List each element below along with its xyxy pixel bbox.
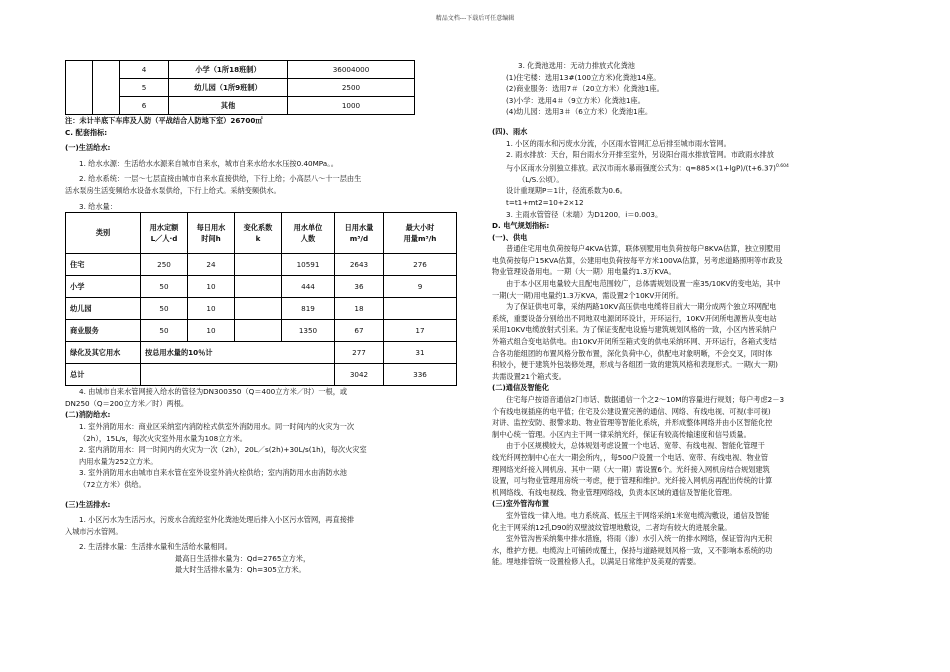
paragraph: 2. 室内消防用水：同一时间内的火灾为一次（2h），20L／s(2h)+30L/s(1h)，每次火灾室 <box>79 445 367 455</box>
fire-water-title: (二)消防给水: <box>65 410 111 420</box>
table-cell: 18 <box>335 298 384 320</box>
right-column <box>492 60 887 568</box>
paragraph: DN250（Q＝200立方米／时）两根。 <box>65 398 189 408</box>
column-header: 变化系数 k <box>235 213 282 254</box>
table-cell: 36 <box>335 276 384 298</box>
paragraph: 入城市污水管网。 <box>65 526 123 536</box>
rain-title: (四)、雨水 <box>492 126 528 136</box>
paragraph: 由于小区规模较大，总体规划考虑设置一个电话、宽带、有线电视、智能化管理干 <box>506 441 765 451</box>
table-cell: 幼儿园 <box>66 298 141 320</box>
paragraph: 外箱式组合变电站供电。由10KV开闭所至箱式变的供电采纳环网、开环运行，各箱式变结 <box>492 337 777 347</box>
paragraph: 设计重现期P＝1计，径流系数为0.6。 <box>506 186 627 196</box>
paragraph: （L/S.公顷）。 <box>518 174 564 184</box>
table-cell: 其他 <box>169 97 288 115</box>
paragraph: 能。埋地排管统一设置检修人孔，以满足日常维护及美观的需要。 <box>492 557 701 567</box>
table-cell: 276 <box>384 254 457 276</box>
table-cell: 6 <box>120 97 169 115</box>
paragraph: 一期(大一期)用电量约1.3万KVA，需设置2个10KV开闭所。 <box>492 290 684 300</box>
power-title: (一)、供电 <box>492 232 528 242</box>
table-cell: 10 <box>188 320 235 342</box>
table-cell: 1350 <box>282 320 335 342</box>
paragraph: 最高日生活排水量为：Qd=2765立方米， <box>175 553 311 563</box>
table-cell: 277 <box>335 342 384 364</box>
table-cell <box>235 320 282 342</box>
paragraph: 物业管理设备用电。一期（大一期）用电量约1.3万KVA。 <box>492 267 676 277</box>
column-header: 用水定额 L／人·d <box>141 213 188 254</box>
table-cell: 小学 <box>66 276 141 298</box>
list-item: (3)小学：选用4＃（9立方米）化粪池1座。 <box>506 95 645 105</box>
table-cell: 50 <box>141 298 188 320</box>
table-cell: 10 <box>188 276 235 298</box>
pipe-trench-title: (三)室外管沟布置 <box>492 499 549 509</box>
paragraph: 线光纤网控制中心在大一期会所内，，每500户设置一个电话、宽带、有线电视、物业管 <box>492 452 769 462</box>
table-cell: 17 <box>384 320 457 342</box>
table-row <box>66 298 457 320</box>
paragraph: 1. 小区污水为生活污水，污废水合流经室外化粪池处理后排入小区污水管网，再直接排 <box>79 515 355 525</box>
paragraph: 3. 主雨水管管径（末端）为D1200．i＝0.003。 <box>506 209 663 219</box>
paragraph: 2. 生活排水量：生活排水量和生活给水量相同。 <box>79 542 232 552</box>
electrical-title: D. 电气规划指标: <box>492 221 550 231</box>
column-header: 日用水量 m³/d <box>335 213 384 254</box>
paragraph: 2. 雨水排放：天台，阳台雨水分开排至室外，另设阳台雨水排放管网。市政雨水排放 <box>506 150 774 160</box>
paragraph: 3. 给水量： <box>79 201 117 211</box>
column-header: 用水单位 人数 <box>282 213 335 254</box>
paragraph: 1. 室外消防用水：商业区采纳室内消防栓式供室外消防用水。同一时间内的火灾为一次 <box>79 421 355 431</box>
table-cell <box>235 276 282 298</box>
table-cell: 24 <box>188 254 235 276</box>
table-cell: 2643 <box>335 254 384 276</box>
paragraph: t=t1+mt2=10+2×12 <box>506 197 584 207</box>
section-title-c: C. 配套指标: <box>65 127 108 137</box>
paragraph: 对讲、监控安防、报警求助、物业管理等智能化系统，并形成整体网络并由小区智能化控 <box>492 418 773 428</box>
table-cell: 总计 <box>66 364 141 386</box>
column-header: 类别 <box>66 213 141 254</box>
table-cell: 50 <box>141 276 188 298</box>
paragraph: 内用水量为252立方米。 <box>79 456 158 466</box>
table-row <box>66 364 457 386</box>
table-cell: 小学（1所18班制） <box>169 61 288 79</box>
table-cell: 336 <box>384 364 457 386</box>
table-cell: 2500 <box>288 79 415 97</box>
paragraph: 普通住宅用电负荷按每户4KVA估算，联体别墅用电负荷按每户8KVA估算，独立别墅用 <box>506 244 781 254</box>
table-cell: 商业服务 <box>66 320 141 342</box>
column-header: 最大小时 用量m³/h <box>384 213 457 254</box>
paragraph: 室外管沟皆采纳集中排水措施，将雨（渗）水引入统一的排水网络，保证管沟内无积 <box>506 534 772 544</box>
septic-title: 3. 化粪池选用：无动力排放式化粪池 <box>518 61 635 70</box>
table-cell: 住宅 <box>66 254 141 276</box>
table-cell: 250 <box>141 254 188 276</box>
paragraph: 最大时生活排水量为：Qh=305立方米。 <box>175 565 306 575</box>
paragraph: 采用10KV电缆放射式引来。为了保证变配电设施与建筑规划风格的一致，小区内皆采纳户 <box>492 325 777 335</box>
paragraph: 1. 小区的雨水和污废水分流，小区雨水管网汇总后排至城市雨水管网。 <box>506 138 731 148</box>
paragraph: （2h），15L/s，每次火灾室外用水量为108立方米。 <box>79 433 247 443</box>
paragraph: 活水泵房生活变频给水设备水泵供给，下行上给式。采纳变频供水。 <box>65 185 281 195</box>
paragraph: 合各功能组团的布置风格分散布置，深化负荷中心，供配电对象明晰，不会交叉，同时体 <box>492 348 773 358</box>
table-cell: 67 <box>335 320 384 342</box>
paragraph: 理网络光纤接入网机房、其中一期（大一期）需设置6个。光纤接入网机房结合规划建筑 <box>492 464 770 474</box>
table-cell: 1000 <box>288 97 415 115</box>
paragraph: 系统，重要设备分别给出不同地双电源闭环设计，开环运行，10KV开闭所电源皆从变电站 <box>492 313 777 323</box>
paragraph: 为了保证供电可靠，采纳两路10KV高压供电电缆将目前大一期分成两个独立环网配电 <box>506 302 777 312</box>
paragraph: 与小区雨水分别独立排放。武汉市雨水暴雨强度公式为：$q=885\times(1+\lg P)/(t+6.37)^{0.604}$ <box>506 163 789 173</box>
table-cell: 5 <box>120 79 169 97</box>
table-cell: 444 <box>282 276 335 298</box>
table-cell: 50 <box>141 320 188 342</box>
table-cell: 31 <box>384 342 457 364</box>
table-cell: 10 <box>188 298 235 320</box>
paragraph: 个有线电视插座的电平值；住宅及公建设置完善的通信、网络、有线电视、可视(非可视) <box>492 406 771 416</box>
table-cell: 按总用水量的10％计 <box>141 342 335 364</box>
paragraph: 由于本小区用电量较大且配电范围较广，总体需规划设置一座35/10KV的变电站，其中 <box>506 279 781 289</box>
paragraph: 机网络线、有线电视线、物业管理网络线，负责本区域的通信及智能化管理。 <box>492 487 737 497</box>
communication-title: (二)通信及智能化 <box>492 383 549 393</box>
table-row <box>66 61 415 79</box>
paragraph: （72立方米）供给。 <box>79 479 146 489</box>
water-demand-table <box>65 212 457 386</box>
water-supply-title: (一)生活给水: <box>65 143 111 153</box>
table-cell: 3042 <box>335 364 384 386</box>
paragraph: 共需设置21个箱式变。 <box>492 371 566 381</box>
table-cell <box>141 364 335 386</box>
paragraph: 4. 由城市自来水管网接入给水的管径为DN300350（Q＝400立方米／时）一根，或 <box>79 387 348 397</box>
paragraph: 设置，可与物业管理用房统一考虑，便于管理和维护。光纤接入网机房再配出传统的计算 <box>492 476 773 486</box>
table-cell: 绿化及其它用水 <box>66 342 141 364</box>
table-row <box>66 254 457 276</box>
paragraph: 电负荷按每户15KVA估算，公建用电负荷按每平方米100VA估算，另考虑道路照明等市政及 <box>492 255 783 265</box>
paragraph: 室外管线一律入地。电力系统高、低压主干网络采纳1米宽电缆沟敷设，通信及智能 <box>506 510 770 520</box>
left-column <box>65 60 457 576</box>
drainage-title: (三)生活排水: <box>65 499 111 509</box>
paragraph: 制中心统一管理。小区内主干网一律采纳光纤，保证有较高传输速度和信号质量。 <box>492 429 751 439</box>
table-cell: 幼儿园（1所9班制） <box>169 79 288 97</box>
table-row <box>66 342 457 364</box>
exponent: 0.604 <box>776 163 789 169</box>
table-cell: 819 <box>282 298 335 320</box>
list-item: (1)住宅楼：选用13#(100立方米)化粪池14座。 <box>506 72 661 82</box>
page-header: 精品文档---下载后可任意编辑 <box>435 15 515 22</box>
paragraph: 水，维护方便。电缆沟上可铺砖成覆土，保持与道路规划风格一致，又不影响本系统的功 <box>492 545 773 555</box>
land-use-table <box>65 60 415 115</box>
area-note: 注：未计半底下车库及人防（平战结合人防地下室）26700㎡ <box>65 116 263 125</box>
paragraph: 化主干网采纳12孔D90的双壁波纹管埋地敷设，二者均有较大的进展余量。 <box>492 522 732 532</box>
paragraph: 2. 给水系统：一层～七层直接由城市自来水直接供给，下行上给；小高层八～十一层由生 <box>79 174 362 184</box>
table-cell <box>235 298 282 320</box>
table-cell: 36004000 <box>288 61 415 79</box>
table-row <box>66 320 457 342</box>
paragraph: 1. 给水水源：生活给水水源来自城市自来水，城市自来水给水水压按0.40MPa。。 <box>79 158 338 168</box>
table-cell: 9 <box>384 276 457 298</box>
paragraph: 3. 室外消防用水由城市自来水管在室外设室外消火栓供给；室内消防用水由消防水池 <box>79 468 347 478</box>
table-cell: 10591 <box>282 254 335 276</box>
table-cell: 4 <box>120 61 169 79</box>
list-item: (2)商业服务：选用7＃（20立方米）化粪池1座。 <box>506 84 664 94</box>
list-item: (4)幼儿园：选用3＃（6立方米）化粪池1座。 <box>506 107 653 117</box>
table-header-row <box>66 213 457 254</box>
table-cell <box>384 298 457 320</box>
paragraph: 积较小，便于建筑外包装修处理，形成与各组团一致的建筑风格和表现形式。一期(大一期) <box>492 360 778 370</box>
table-cell <box>235 254 282 276</box>
column-header: 每日用水 时间h <box>188 213 235 254</box>
paragraph: 住宅每户按语音通信2门市话、数据通信一个之2～10M的容量进行规划；每户考虑2－3 <box>506 395 785 405</box>
table-row <box>66 276 457 298</box>
